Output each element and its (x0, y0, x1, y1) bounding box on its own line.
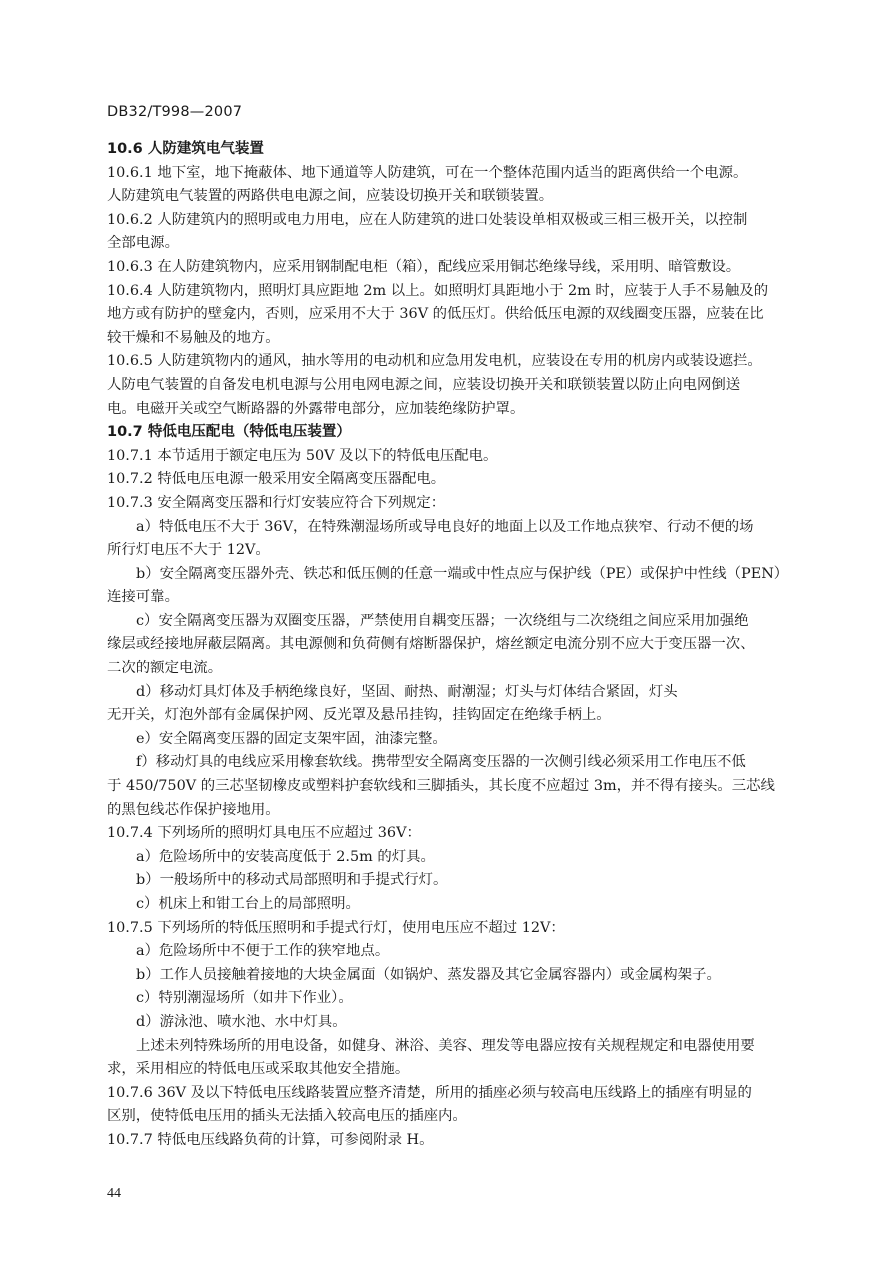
text-line: 缘层或经接地屏蔽层隔离。其电源侧和负荷侧有熔断器保护，熔丝额定电流分别不应大于变压器一次、 (107, 636, 755, 653)
text-line: 全部电源。 (107, 235, 179, 252)
text-line: 10.6.1 地下室，地下掩蔽体、地下通道等人防建筑，可在一个整体范围内适当的距离供给一个电源。 (107, 164, 748, 181)
text-line: 较干燥和不易触及的地方。 (107, 329, 280, 346)
text-line: 10.7.3 安全隔离变压器和行灯安装应符合下列规定： (107, 494, 446, 511)
text-line: 于 450/750V 的三芯坚韧橡皮或塑料护套软线和三脚插头，其长度不应超过 3m，并不得有接头。三芯线 (107, 778, 775, 795)
text-line: 的黑包线芯作保护接地用。 (107, 801, 280, 818)
text-line: 上述未列特殊场所的用电设备，如健身、淋浴、美容、理发等电器应按有关规程规定和电器使用要 (136, 1037, 755, 1054)
text-line: 10.7.4 下列场所的照明灯具电压不应超过 36V： (107, 825, 421, 842)
text-line: c）安全隔离变压器为双圈变压器，严禁使用自耦变压器；一次绕组与二次绕组之间应采用加强绝 (136, 612, 749, 629)
text-line: 求，采用相应的特低电压或采取其他安全措施。 (107, 1061, 410, 1078)
document-header: DB32/T998—2007 (107, 104, 243, 120)
text-line: c）特别潮湿场所（如井下作业）。 (136, 990, 353, 1007)
text-line: 10.7.2 特低电压电源一般采用安全隔离变压器配电。 (107, 471, 446, 488)
text-line: 10.7.5 下列场所的特低压照明和手提式行灯，使用电压应不超过 12V： (107, 919, 565, 936)
text-line: 10.6.4 人防建筑物内，照明灯具应距地 2m 以上。如照明灯具距地小于 2m 时，应装于人手不易触及的 (107, 282, 769, 299)
page-number: 44 (107, 1186, 121, 1201)
text-line: b）安全隔离变压器外壳、铁芯和低压侧的任意一端或中性点应与保护线（PE）或保护中性线（PEN） (136, 565, 789, 582)
text-line: a）特低电压不大于 36V，在特殊潮湿场所或导电良好的地面上以及工作地点狭窄、行动不便的场 (136, 518, 754, 535)
document-body (107, 138, 809, 1153)
text-line: 10.7.1 本节适用于额定电压为 50V 及以下的特低电压配电。 (107, 447, 498, 464)
text-line: 10.6.5 人防建筑物内的通风，抽水等用的电动机和应急用发电机，应装设在专用的机房内或装设遮拦。 (107, 353, 762, 370)
text-line: c）机床上和钳工台上的局部照明。 (136, 896, 360, 912)
text-line: 人防建筑电气装置的两路供电电源之间，应装设切换开关和联锁装置。 (107, 188, 554, 205)
text-line: b）一般场所中的移动式局部照明和手提式行灯。 (136, 872, 448, 889)
text-line: 区别，使特低电压用的插头无法插入较高电压的插座内。 (107, 1108, 467, 1125)
text-line: b）工作人员接触着接地的大块金属面（如锅炉、蒸发器及其它金属容器内）或金属构架子。 (136, 966, 721, 983)
text-line: 连接可靠。 (107, 589, 179, 606)
text-line: 10.6.2 人防建筑内的照明或电力用电，应在人防建筑的进口处装设单相双极或三相三极开关，以控制 (107, 211, 748, 228)
text-line: 无开关，灯泡外部有金属保护网、反光罩及悬吊挂钩，挂钩固定在绝缘手柄上。 (107, 707, 611, 724)
text-line: 二次的额定电流。 (107, 660, 223, 677)
text-line: 所行灯电压不大于 12V。 (107, 542, 270, 559)
text-line: 人防电气装置的自备发电机电源与公用电网电源之间，应装设切换开关和联锁装置以防止向电网倒送 (107, 376, 741, 393)
text-line: a）危险场所中的安装高度低于 2.5m 的灯具。 (136, 848, 435, 865)
text-line: f）移动灯具的电线应采用橡套软线。携带型安全隔离变压器的一次侧引线必须采用工作电压不低 (136, 754, 746, 771)
text-line: 10.7.6 36V 及以下特低电压线路装置应整齐清楚，所用的插座必须与较高电压线路上的插座有明显的 (107, 1084, 752, 1101)
text-line: e）安全隔离变压器的固定支架牢固，油漆完整。 (136, 730, 447, 747)
section-heading: 10.6 人防建筑电气装置 (107, 141, 264, 157)
section-heading: 10.7 特低电压配电（特低电压装置） (107, 424, 351, 441)
text-line: 电。电磁开关或空气断路器的外露带电部分，应加装绝缘防护罩。 (107, 400, 525, 417)
text-line: 地方或有防护的壁龛内，否则，应采用不大于 36V 的低压灯。供给低压电源的双线圈变压器，应装在比 (107, 306, 764, 323)
text-line: 10.7.7 特低电压线路负荷的计算，可参阅附录 H。 (107, 1131, 434, 1148)
text-line: 10.6.3 在人防建筑物内，应采用钢制配电柜（箱），配线应采用铜芯绝缘导线，采用明、暗管敷设。 (107, 258, 741, 275)
text-line: a）危险场所中不便于工作的狭窄地点。 (136, 943, 390, 960)
text-line: d）游泳池、喷水池、水中灯具。 (136, 1013, 347, 1030)
text-line: d）移动灯具灯体及手柄绝缘良好，坚固、耐热、耐潮湿；灯头与灯体结合紧固，灯头 (136, 683, 678, 700)
